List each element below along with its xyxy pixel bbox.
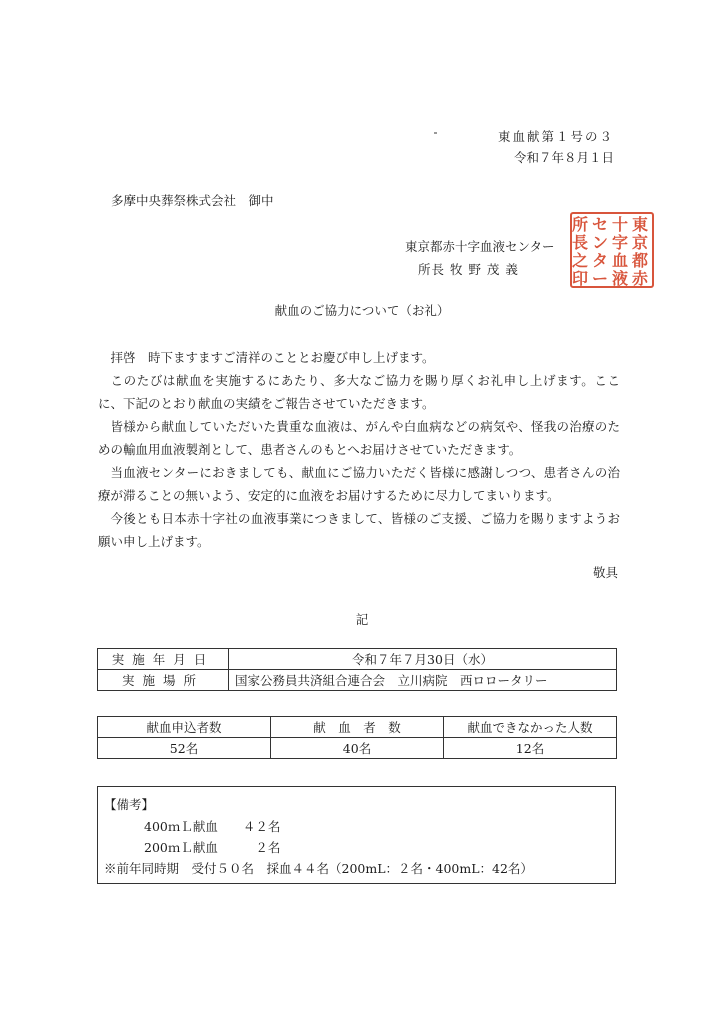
results-table [97,716,617,759]
table-row [98,738,617,759]
applicants-value: 52名 [98,738,271,759]
body-text [98,346,620,553]
date-value: 令和７年７月30日（水） [229,649,617,670]
date-label: 実施年月日 [98,649,229,670]
body-paragraph: 当血液センターにおきましても、献血にご協力いただく皆様に感謝しつつ、患者さんの治療が滞ることの無いよう、安定的に血液をお届けするために尽力してまいります。 [98,465,620,503]
remarks-line: 400ｍＬ献血 ４２名 [144,819,281,834]
table-row [98,670,617,691]
remarks-line: 200ｍＬ献血 ２名 [144,840,281,855]
document-number: 東血献第１号の３ [497,129,614,144]
event-table [97,648,617,691]
ki-heading: 記 [355,612,369,627]
body-paragraph: 皆様から献血していただいた貴重な血液は、がんや白血病などの病気や、怪我の治療のための輸血用血液製剤として、患者さんのもとへお届けさせていただきます。 [98,419,620,457]
place-value: 国家公務員共済組合連合会 立川病院 西ロロータリー [229,670,617,691]
table-row [98,649,617,670]
rejected-header: 献血できなかった人数 [444,717,617,738]
remarks-box [97,786,616,884]
remarks-line: ※前年同時期 受付５０名 採血４４名（200mL：２名・400mL：42名） [104,861,533,876]
sender-organization: 東京都赤十字血液センター [405,239,555,254]
table-header-row [98,717,617,738]
document-title: 献血のご協力について（お礼） [274,303,450,318]
closing-word: 敬具 [592,565,618,580]
remarks-heading: 【備考】 [104,797,155,812]
applicants-header: 献血申込者数 [98,717,271,738]
official-seal: 東 京 都 赤 十 字 血 液 セ ン タ ー 所 長 之 印 [570,212,654,288]
scan-speck [434,132,437,134]
issue-date: 令和７年８月１日 [513,150,614,165]
greeting-paragraph: 拝啓 時下ますますご清祥のこととお慶び申し上げます。 [110,350,435,365]
recipient: 多摩中央葬祭株式会社 御中 [111,193,274,208]
donors-header: 献 血 者 数 [271,717,444,738]
rejected-value: 12名 [444,738,617,759]
donors-value: 40名 [271,738,444,759]
sender-director: 所長 牧 野 茂 義 [418,262,519,277]
body-paragraph: このたびは献血を実施するにあたり、多大なご協力を賜り厚くお礼申し上げます。ここに、下記のとおり献血の実績をご報告させていただきます。 [98,373,620,411]
place-label: 実施場所 [98,670,229,691]
body-paragraph: 今後とも日本赤十字社の血液事業につきまして、皆様のご支援、ご協力を賜りますようお願い申し上げます。 [98,511,620,549]
